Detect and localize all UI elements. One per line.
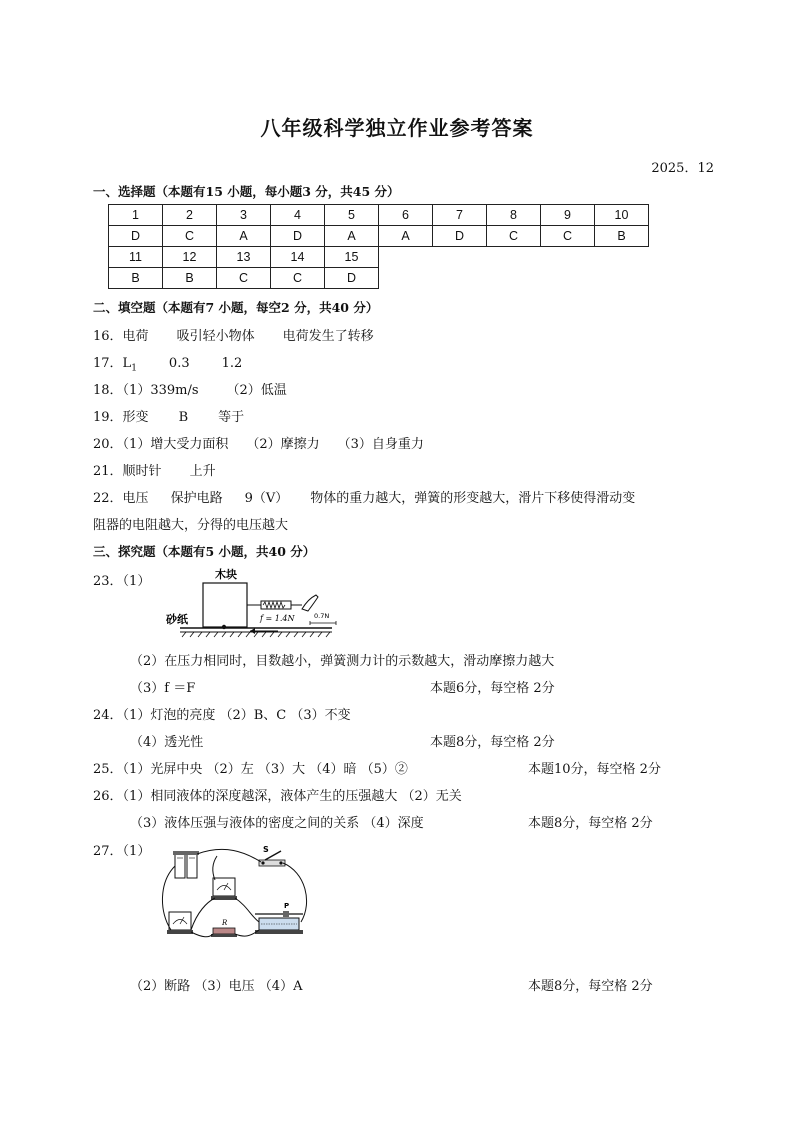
table-cell: D: [433, 226, 487, 247]
empty-cell: [487, 268, 541, 289]
answer: （3）自身重力: [337, 437, 424, 452]
table-row: [109, 205, 649, 226]
answer: 电压: [122, 491, 149, 506]
question-number: 21．: [93, 464, 123, 479]
answer: （1）增大受力面积: [122, 437, 229, 452]
answer: 9（V）: [244, 491, 289, 506]
q23-part2: （2）在压力相同时，目数越小，弹簧测力计的示数越大，滑动摩擦力越大: [130, 654, 555, 669]
rheostat-label: P: [284, 902, 290, 910]
table-cell: C: [271, 268, 325, 289]
answer: L: [122, 356, 132, 371]
question-number: 25．: [93, 762, 123, 777]
q24-part4: （4）透光性: [130, 735, 204, 750]
question-number: 16．: [93, 329, 123, 344]
table-cell: 12: [163, 247, 217, 268]
q26-score: 本题8分，每空格 2分: [528, 816, 653, 831]
table-cell: B: [109, 268, 163, 289]
answer: （1）相同液体的深度越深，液体产生的压强越大 （2）无关: [122, 789, 462, 804]
section1-heading: 一、选择题（本题有15 小题，每小题3 分，共45 分）: [93, 184, 400, 199]
table-cell: 11: [109, 247, 163, 268]
table-cell: A: [217, 226, 271, 247]
empty-cell: [433, 247, 487, 268]
table-row: [109, 226, 649, 247]
circuit-figure: [155, 842, 320, 947]
question-number: 18．: [93, 383, 123, 398]
scale-label: 0.7N: [314, 612, 330, 620]
answer: 形变: [122, 410, 149, 425]
answer: 保护电路: [170, 491, 223, 506]
answer-line-22-cont: 阻器的电阻越大，分得的电压越大: [93, 518, 289, 533]
answer: （1）灯泡的亮度 （2）B、C （3）不变: [122, 708, 351, 723]
answer: 电荷: [122, 329, 149, 344]
answer-line-17: [93, 352, 242, 374]
q25-line1: [93, 758, 408, 777]
q27-score: 本题8分，每空格 2分: [528, 979, 653, 994]
question-number: 22．: [93, 491, 123, 506]
arrowhead-icon: [250, 628, 255, 634]
table-row: [109, 247, 649, 268]
empty-cell: [487, 247, 541, 268]
section3-heading: 三、探究题（本题有5 小题，共40 分）: [93, 544, 316, 559]
answer: 电荷发生了转移: [282, 329, 374, 344]
table-cell: C: [487, 226, 541, 247]
question-number: 24．: [93, 708, 123, 723]
table-cell: C: [163, 226, 217, 247]
answer: 0.3: [168, 356, 190, 371]
table-cell: D: [109, 226, 163, 247]
voltmeter-icon: [211, 878, 237, 900]
friction-experiment-figure: [160, 565, 340, 640]
empty-cell: [541, 247, 595, 268]
question-number: 23．（1）: [93, 574, 151, 589]
answer: 上升: [189, 464, 216, 479]
table-row: [109, 268, 649, 289]
q27-parts: （2）断路 （3）电压 （4）A: [130, 979, 303, 994]
rheostat-icon: [255, 911, 303, 934]
date: 2025．12: [651, 161, 714, 176]
table-cell: 10: [595, 205, 649, 226]
table-cell: 9: [541, 205, 595, 226]
table-cell: 3: [217, 205, 271, 226]
spring-icon: [263, 602, 285, 608]
answer: 吸引轻小物体: [176, 329, 255, 344]
table-cell: 4: [271, 205, 325, 226]
table-cell: A: [325, 226, 379, 247]
answer-line-20: [93, 433, 424, 452]
hand-icon: [302, 595, 318, 611]
empty-cell: [379, 268, 433, 289]
resistor-icon: [211, 928, 237, 937]
empty-cell: [595, 268, 649, 289]
table-cell: 15: [325, 247, 379, 268]
empty-cell: [541, 268, 595, 289]
answer: （1）光屏中央 （2）左 （3）大 （4）暗 （5）②: [122, 762, 408, 777]
q24-score: 本题8分，每空格 2分: [430, 735, 555, 750]
answer: （2）低温: [226, 383, 287, 398]
question-number: 20．: [93, 437, 123, 452]
answer: （2）摩擦力: [246, 437, 320, 452]
answer: 等于: [218, 410, 245, 425]
table-cell: C: [217, 268, 271, 289]
answer-table: [108, 204, 649, 289]
question-number: 19．: [93, 410, 123, 425]
answer-line-21: [93, 460, 216, 479]
q23-part3: （3）f ＝F: [130, 681, 196, 696]
q25-score: 本题10分，每空格 2分: [528, 762, 661, 777]
table-cell: C: [541, 226, 595, 247]
empty-cell: [379, 247, 433, 268]
answer: B: [178, 410, 189, 425]
question-number: 17．: [93, 356, 123, 371]
table-cell: 1: [109, 205, 163, 226]
subscript: 1: [131, 363, 137, 374]
answer: 顺时针: [122, 464, 162, 479]
table-cell: A: [379, 226, 433, 247]
question-number: 27．（1）: [93, 844, 151, 859]
table-cell: B: [163, 268, 217, 289]
answer-line-16: [93, 325, 374, 344]
answer-line-18: [93, 379, 287, 398]
table-cell: 7: [433, 205, 487, 226]
ammeter-icon: [167, 912, 193, 934]
sandpaper-label: 砂纸: [166, 613, 188, 626]
q26-part3: （3）液体压强与液体的密度之间的关系 （4）深度: [130, 816, 424, 831]
q26-line1: [93, 785, 462, 804]
battery-icon: [173, 851, 199, 878]
answer-line-22: [93, 487, 635, 506]
table-cell: 6: [379, 205, 433, 226]
hatch-lines: [182, 632, 330, 637]
q24-line1: [93, 704, 351, 723]
empty-cell: [433, 268, 487, 289]
question-number: 26．: [93, 789, 123, 804]
resistor-label: R: [222, 919, 228, 927]
answer-line-19: [93, 406, 244, 425]
table-cell: D: [325, 268, 379, 289]
table-cell: 5: [325, 205, 379, 226]
force-label: f = 1.4N: [260, 614, 295, 623]
table-cell: D: [271, 226, 325, 247]
answer: 物体的重力越大，弹簧的形变越大，滑片下移使得滑动变: [310, 491, 636, 506]
empty-cell: [595, 247, 649, 268]
wood-block: [203, 583, 247, 627]
block-label: 木块: [215, 568, 237, 581]
table-cell: 14: [271, 247, 325, 268]
table-cell: B: [595, 226, 649, 247]
section2-heading: 二、填空题（本题有7 小题，每空2 分，共40 分）: [93, 300, 379, 315]
table-cell: 2: [163, 205, 217, 226]
answer: 1.2: [221, 356, 243, 371]
page-title: 八年级科学独立作业参考答案: [260, 116, 534, 140]
switch-label: S: [263, 845, 269, 854]
table-cell: 13: [217, 247, 271, 268]
table-cell: 8: [487, 205, 541, 226]
answer: （1）339m/s: [122, 383, 199, 398]
q23-score: 本题6分，每空格 2分: [430, 681, 555, 696]
